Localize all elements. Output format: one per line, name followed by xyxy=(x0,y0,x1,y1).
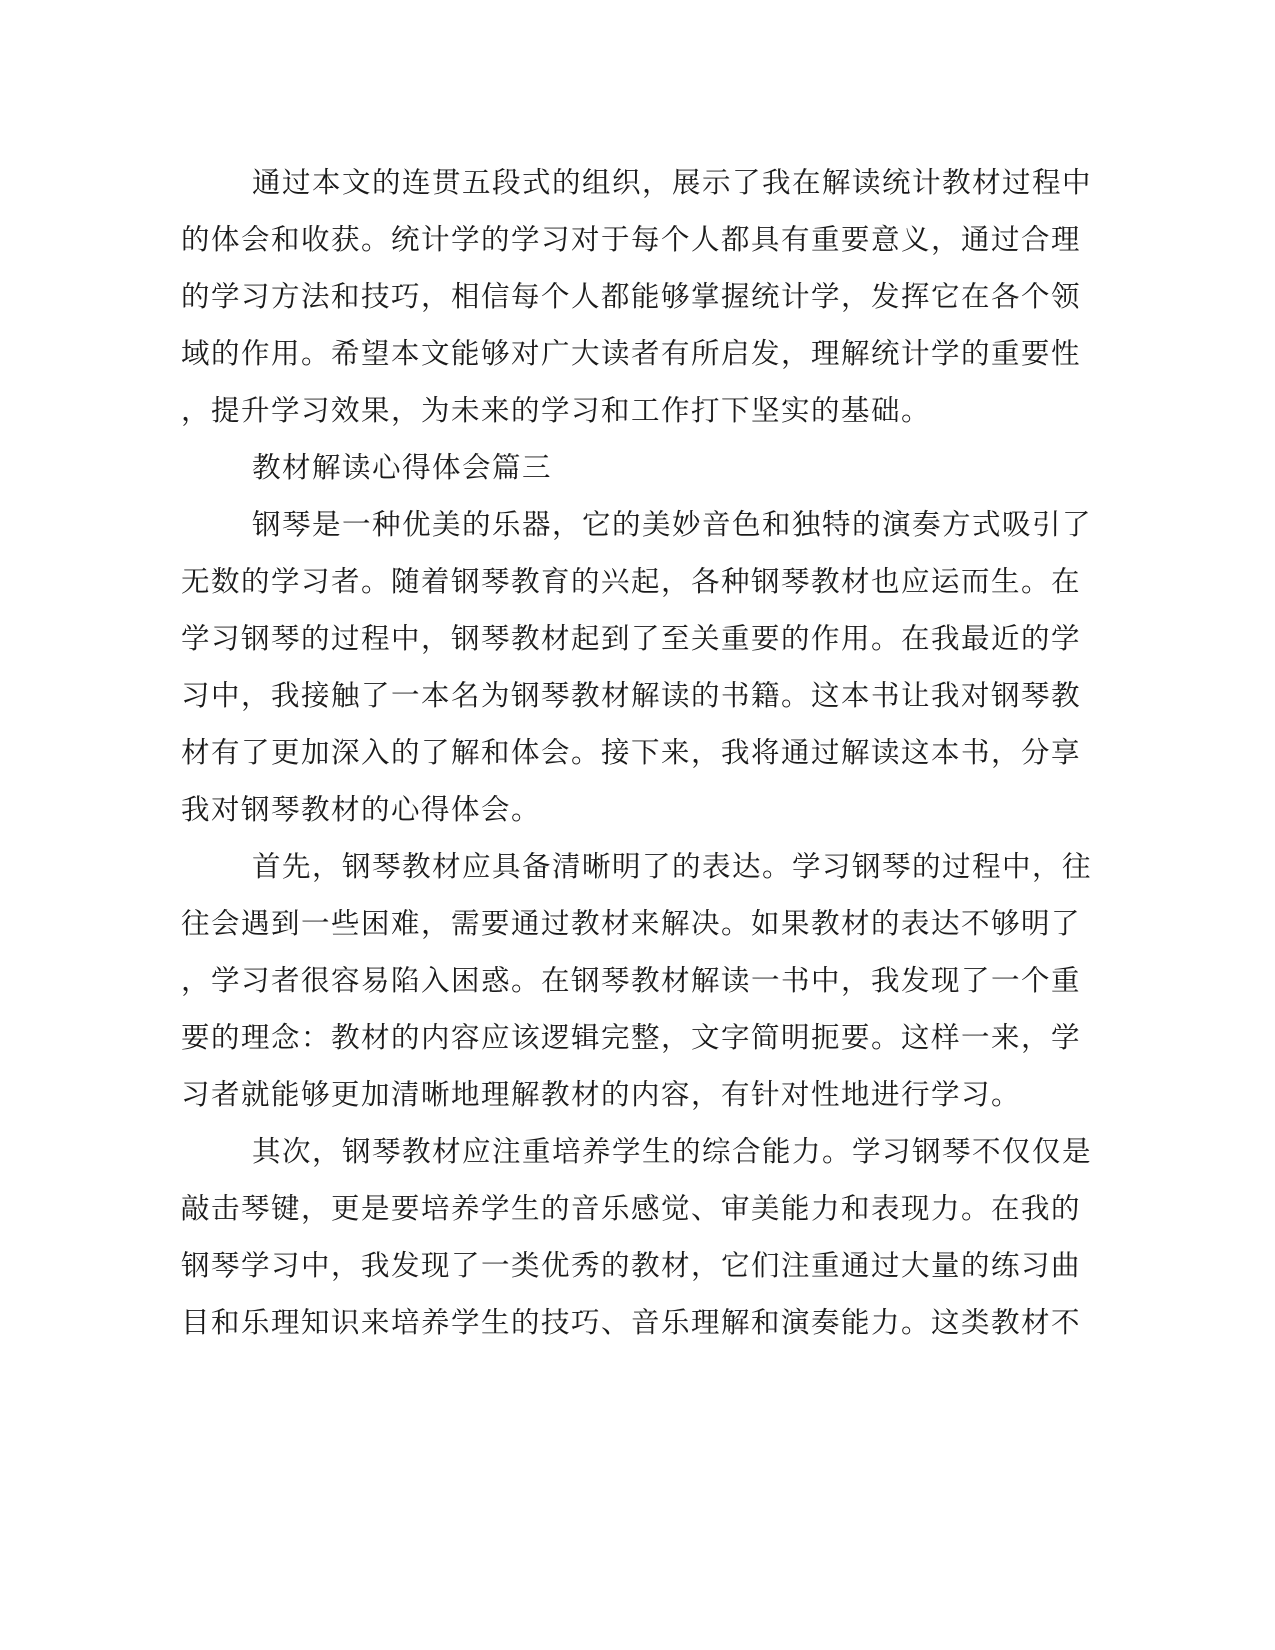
paragraph-3-line-2: 往会遇到一些困难，需要通过教材来解决。如果教材的表达不够明了 xyxy=(181,907,1082,940)
section-heading: 教材解读心得体会篇三 xyxy=(252,451,553,484)
paragraph-1-line-1: 通过本文的连贯五段式的组织，展示了我在解读统计教材过程中 xyxy=(252,166,1093,199)
paragraph-2-line-3: 学习钢琴的过程中，钢琴教材起到了至关重要的作用。在我最近的学 xyxy=(181,622,1082,655)
paragraph-4-line-3: 钢琴学习中，我发现了一类优秀的教材，它们注重通过大量的练习曲 xyxy=(181,1249,1082,1282)
paragraph-2-line-1: 钢琴是一种优美的乐器，它的美妙音色和独特的演奏方式吸引了 xyxy=(252,508,1093,541)
paragraph-3-line-1: 首先，钢琴教材应具备清晰明了的表达。学习钢琴的过程中，往 xyxy=(252,850,1093,883)
paragraph-4-line-2: 敲击琴键，更是要培养学生的音乐感觉、审美能力和表现力。在我的 xyxy=(181,1192,1082,1225)
paragraph-3-line-3: ，学习者很容易陷入困惑。在钢琴教材解读一书中，我发现了一个重 xyxy=(181,964,1082,997)
paragraph-4-line-4: 目和乐理知识来培养学生的技巧、音乐理解和演奏能力。这类教材不 xyxy=(181,1306,1082,1339)
paragraph-3-line-4: 要的理念：教材的内容应该逻辑完整，文字简明扼要。这样一来，学 xyxy=(181,1021,1082,1054)
paragraph-2-line-6: 我对钢琴教材的心得体会。 xyxy=(181,793,542,826)
paragraph-2-line-5: 材有了更加深入的了解和体会。接下来，我将通过解读这本书，分享 xyxy=(181,736,1082,769)
paragraph-1-line-3: 的学习方法和技巧，相信每个人都能够掌握统计学，发挥它在各个领 xyxy=(181,280,1082,313)
paragraph-3-line-5: 习者就能够更加清晰地理解教材的内容，有针对性地进行学习。 xyxy=(181,1078,1022,1111)
paragraph-2-line-4: 习中，我接触了一本名为钢琴教材解读的书籍。这本书让我对钢琴教 xyxy=(181,679,1082,712)
paragraph-2-line-2: 无数的学习者。随着钢琴教育的兴起，各种钢琴教材也应运而生。在 xyxy=(181,565,1082,598)
paragraph-1-line-4: 域的作用。希望本文能够对广大读者有所启发，理解统计学的重要性 xyxy=(181,337,1082,370)
paragraph-4-line-1: 其次，钢琴教材应注重培养学生的综合能力。学习钢琴不仅仅是 xyxy=(252,1135,1093,1168)
paragraph-1-line-2: 的体会和收获。统计学的学习对于每个人都具有重要意义，通过合理 xyxy=(181,223,1082,256)
paragraph-1-line-5: ，提升学习效果，为未来的学习和工作打下坚实的基础。 xyxy=(181,394,932,427)
